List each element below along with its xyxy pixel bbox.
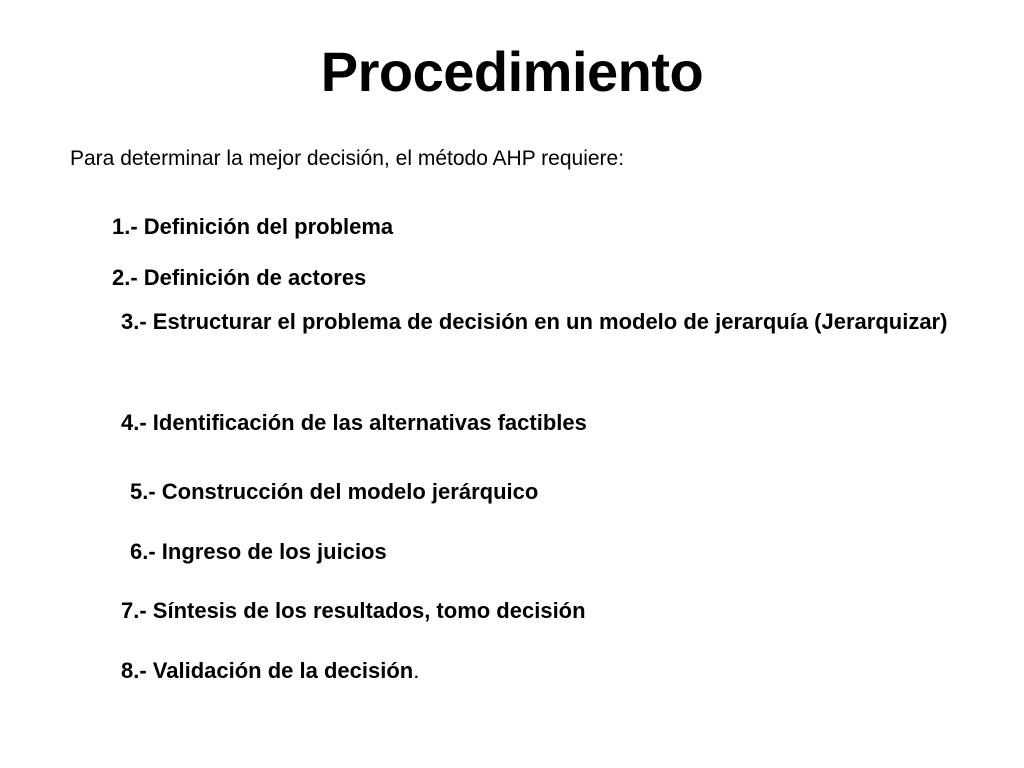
step-4: 4.- Identificación de las alternativas factibles xyxy=(121,410,587,435)
slide-title: Procedimiento xyxy=(320,40,704,103)
step-6: 6.- Ingreso de los juicios xyxy=(130,539,387,564)
step-2: 2.- Definición de actores xyxy=(112,265,367,290)
step-8-period: . xyxy=(413,658,420,683)
step-3: 3.- Estructurar el problema de decisión en un modelo de jerarquía (Jerarquizar) xyxy=(121,309,948,334)
step-7: 7.- Síntesis de los resultados, tomo decisión xyxy=(121,598,586,623)
step-8-text: 8.- Validación de la decisión xyxy=(121,658,414,683)
step-8 xyxy=(121,655,419,686)
step-5: 5.- Construcción del modelo jerárquico xyxy=(130,479,539,504)
step-1: 1.- Definición del problema xyxy=(112,214,394,239)
intro-text: Para determinar la mejor decisión, el método AHP requiere: xyxy=(70,147,625,170)
